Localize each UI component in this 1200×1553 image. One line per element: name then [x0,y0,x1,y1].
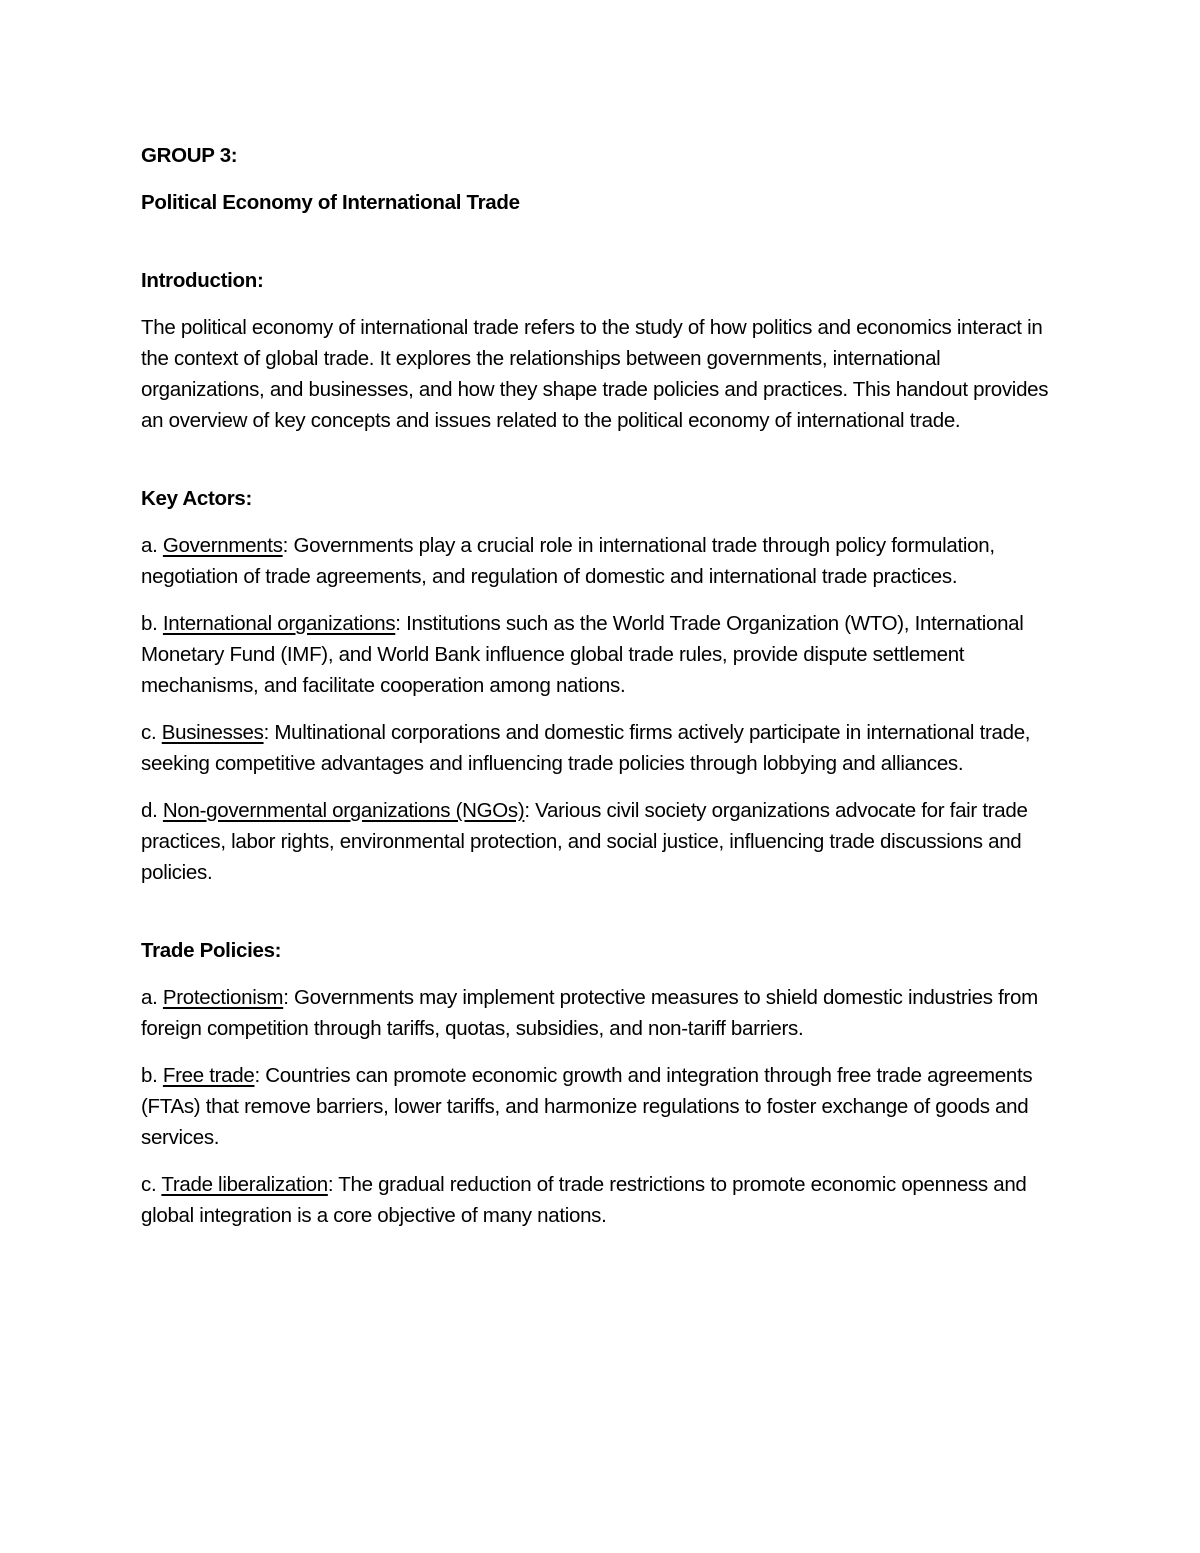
item-prefix: a. [141,986,163,1009]
item-term: Free trade [162,1064,255,1087]
item-prefix: d. [141,799,163,822]
item-term: Governments [162,534,283,557]
key-actor-item [141,795,1056,888]
item-prefix: a. [141,534,163,557]
trade-policy-item [141,982,1056,1044]
item-prefix: c. [141,1173,162,1196]
item-text: : Various civil society organizations advocate for fair trade practices, labor rights, environmental protection, and social justice, influencing trade discussions and policies. [141,799,1028,884]
trade-policies-section [141,935,1056,1231]
item-prefix: c. [141,721,162,744]
key-actor-item [141,717,1056,779]
item-text: : Countries can promote economic growth and integration through free trade agreements (FTAs) that remove barriers, lower tariffs, and harmonize regulations to foster exchange of goods and services. [141,1064,1033,1149]
item-text: : Institutions such as the World Trade Organization (WTO), International Monetary Fund (IMF), and World Bank influence global trade rules, provide dispute settlement mechanisms, and facilitate cooperation among nations. [141,612,1024,697]
item-text: : The gradual reduction of trade restrictions to promote economic openness and global integration is a core objective of many nations. [141,1173,1027,1227]
trade-policy-item [141,1169,1056,1231]
item-prefix: b. [141,1064,163,1087]
key-actor-item [141,608,1056,701]
item-term: Trade liberalization [161,1173,328,1196]
item-prefix: b. [141,612,163,635]
group-label: GROUP 3: [141,144,238,167]
document-page [141,140,1056,1231]
item-text: : Governments play a crucial role in international trade through policy formulation, negotiation of trade agreements, and regulation of domestic and international trade practices. [141,534,995,588]
item-term: International organizations [162,612,396,635]
key-actor-item [141,530,1056,592]
item-text: : Multinational corporations and domestic firms actively participate in international trade, seeking competitive advantages and influencing trade policies through lobbying and alliances. [141,721,1031,775]
item-term: Protectionism [162,986,284,1009]
item-term: Non-governmental organizations (NGOs) [162,799,525,822]
trade-policies-heading: Trade Policies: [141,939,282,962]
introduction-section [141,265,1056,436]
introduction-heading: Introduction: [141,269,264,292]
key-actors-heading: Key Actors: [141,487,253,510]
item-term: Businesses [161,721,264,744]
trade-policy-item [141,1060,1056,1153]
item-text: : Governments may implement protective measures to shield domestic industries from foreign competition through tariffs, quotas, subsidies, and non-tariff barriers. [141,986,1038,1040]
key-actors-section [141,483,1056,888]
introduction-paragraph: The political economy of international trade refers to the study of how politics and economics interact in the context of global trade. It explores the relationships between governments, international organizations, and businesses, and how they shape trade policies and practices. This handout provides an overview of key concepts and issues related to the political economy of international trade. [141,316,1049,432]
document-title: Political Economy of International Trade [141,191,520,214]
